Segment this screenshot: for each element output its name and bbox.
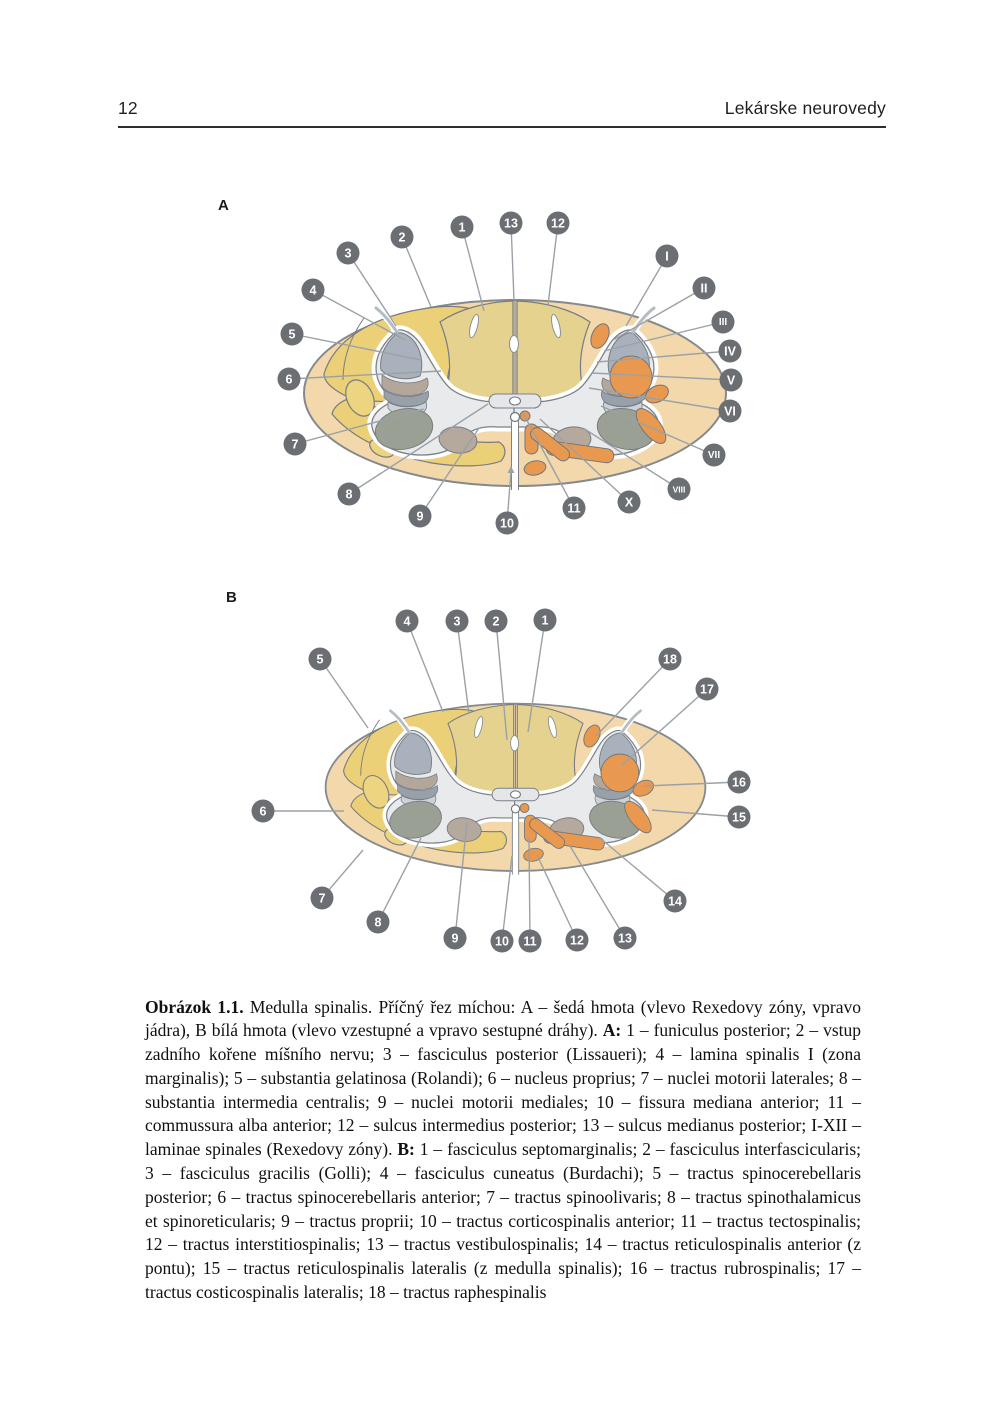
leader-line-1 xyxy=(462,227,484,311)
svg-text:7: 7 xyxy=(291,437,299,452)
svg-text:8: 8 xyxy=(345,487,353,502)
figure-caption: Obrázok 1.1. Medulla spinalis. Příčný řez míchou: A – šedá hmota (vlevo Rexedovy zóny, vpravo jádra), B bílá hmota (vlevo vzestupné a vpravo sestupné dráhy). A: 1 – funiculus posterior; 2 – vstup zadního kořene míšního nervu; 3 – fasciculus posterior (Lissaueri); 4 – lamina spinalis I (zona marginalis); 5 – substantia gelatinosa (Rolandi); 6 – nucleus proprius; 7 – nuclei motorii laterales; 8 – substantia intermedia centralis; 9 – nuclei motorii mediales; 10 – fissura mediana anterior; 11 – commussura alba anterior; 12 – sulcus intermedius posterior; 13 – sulcus medianus posterior; I-XII – laminae spinales (Rexedovy zóny). B: 1 – fasciculus septomarginalis; 2 – fasciculus interfascicularis; 3 – fasciculus gracilis (Golli); 4 – fasciculus cuneatus (Burdachi); 5 – tractus spinocerebellaris posterior; 6 – tractus spinocerebellaris anterior; 7 – tractus spinoolivaris; 8 – tractus spinothalamicus et spinoreticularis; 9 – tractus proprii; 10 – tractus corticospinalis anterior; 11 – tractus tectospinalis; 12 – tractus interstitiospinalis; 13 – tractus vestibulospinalis; 14 – tractus reticulospinalis anterior (z pontu); 15 – tractus reticulospinalis lateralis (z medulla spinalis); 16 – tractus rubrospinalis; 17 – tractus costicospinalis lateralis; 18 – tractus raphespinalis xyxy=(145,996,861,1303)
marker-5 xyxy=(281,323,304,346)
panel-b-cord-illustration xyxy=(326,704,706,875)
marker-9 xyxy=(409,505,432,528)
marker-12 xyxy=(547,212,570,235)
svg-text:6: 6 xyxy=(259,804,267,819)
svg-text:V: V xyxy=(726,373,736,388)
marker-II xyxy=(693,277,716,300)
marker-8 xyxy=(338,483,361,506)
svg-text:2: 2 xyxy=(398,230,406,245)
panel-a-label: A xyxy=(218,197,229,214)
marker-VIII xyxy=(668,478,691,501)
marker-VII xyxy=(703,444,726,467)
svg-text:II: II xyxy=(700,281,708,296)
marker-VI xyxy=(719,400,742,423)
marker-11 xyxy=(563,497,586,520)
marker-15 xyxy=(728,806,751,829)
svg-text:1: 1 xyxy=(458,220,466,235)
svg-text:4: 4 xyxy=(309,283,317,298)
svg-text:17: 17 xyxy=(700,682,714,697)
svg-text:10: 10 xyxy=(500,516,514,531)
svg-text:5: 5 xyxy=(316,652,324,667)
leader-line-3 xyxy=(348,253,396,326)
svg-text:10: 10 xyxy=(495,934,509,949)
svg-text:X: X xyxy=(624,495,634,510)
marker-1 xyxy=(534,609,557,632)
leader-line-3 xyxy=(457,621,469,714)
svg-text:13: 13 xyxy=(618,931,632,946)
marker-2 xyxy=(391,226,414,249)
panel-b-label: B xyxy=(226,589,237,606)
svg-text:12: 12 xyxy=(570,933,584,948)
marker-14 xyxy=(664,890,687,913)
svg-text:IV: IV xyxy=(724,344,736,359)
svg-text:11: 11 xyxy=(523,934,537,949)
marker-III xyxy=(712,311,735,334)
marker-2 xyxy=(485,610,508,633)
marker-18 xyxy=(659,648,682,671)
marker-13 xyxy=(500,212,523,235)
marker-10 xyxy=(496,512,519,535)
marker-7 xyxy=(284,433,307,456)
marker-17 xyxy=(696,678,719,701)
marker-8 xyxy=(367,911,390,934)
marker-I xyxy=(656,245,679,268)
marker-V xyxy=(720,369,743,392)
marker-IV xyxy=(719,340,742,363)
svg-text:III: III xyxy=(718,317,728,328)
marker-X xyxy=(618,491,641,514)
leader-line-5 xyxy=(320,659,368,728)
svg-text:6: 6 xyxy=(285,372,293,387)
marker-7 xyxy=(311,887,334,910)
svg-text:15: 15 xyxy=(732,810,746,825)
svg-text:16: 16 xyxy=(732,775,746,790)
svg-text:5: 5 xyxy=(288,327,296,342)
marker-3 xyxy=(446,610,469,633)
panel-a-cord-illustration xyxy=(304,300,726,490)
marker-1 xyxy=(451,216,474,239)
svg-text:7: 7 xyxy=(318,891,326,906)
leader-line-4 xyxy=(407,621,443,712)
marker-9 xyxy=(444,927,467,950)
marker-16 xyxy=(728,771,751,794)
svg-text:14: 14 xyxy=(668,894,682,909)
marker-13 xyxy=(614,927,637,950)
svg-text:I: I xyxy=(665,249,669,264)
svg-text:18: 18 xyxy=(663,652,677,667)
svg-text:4: 4 xyxy=(403,614,411,629)
leader-line-13 xyxy=(511,223,514,300)
marker-4 xyxy=(396,610,419,633)
marker-11 xyxy=(519,930,542,953)
svg-text:9: 9 xyxy=(416,509,424,524)
marker-5 xyxy=(309,648,332,671)
svg-text:1: 1 xyxy=(541,613,549,628)
marker-6 xyxy=(278,368,301,391)
svg-text:9: 9 xyxy=(451,931,459,946)
svg-text:13: 13 xyxy=(504,216,518,231)
leader-line-11 xyxy=(529,838,530,941)
svg-text:VII: VII xyxy=(707,450,721,461)
header-title: Lekárske neurovedy xyxy=(724,98,886,118)
svg-text:3: 3 xyxy=(453,614,461,629)
svg-text:2: 2 xyxy=(492,614,500,629)
svg-text:3: 3 xyxy=(344,246,352,261)
leader-line-12 xyxy=(548,223,558,305)
svg-text:11: 11 xyxy=(567,501,581,516)
marker-4 xyxy=(302,279,325,302)
svg-text:VIII: VIII xyxy=(672,484,686,495)
marker-3 xyxy=(337,242,360,265)
marker-10 xyxy=(491,930,514,953)
page-number: 12 xyxy=(118,98,138,118)
svg-text:VI: VI xyxy=(724,404,736,419)
svg-text:8: 8 xyxy=(374,915,382,930)
svg-text:12: 12 xyxy=(551,216,565,231)
marker-12 xyxy=(566,929,589,952)
marker-6 xyxy=(252,800,275,823)
